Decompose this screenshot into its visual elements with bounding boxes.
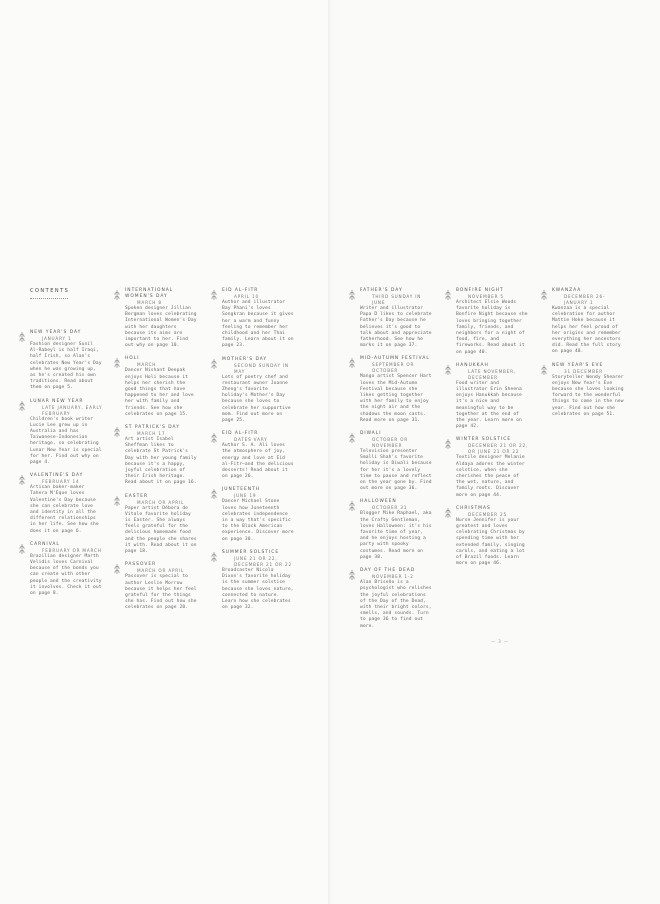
holiday-date: LATE JANUARY, EARLY FEBRUARY	[42, 404, 103, 416]
contents-divider	[30, 298, 68, 299]
holiday-description: Nurse Jennifer is your greatest and loves celebrating Christmas by spending time with her extended family, singing carols, and eating a lot of Brazil foods. Learn more on page 46.	[456, 517, 525, 567]
holiday-date: JUNE 19	[234, 493, 257, 499]
contents-entry	[125, 425, 199, 487]
leaf-ornament-icon	[19, 332, 25, 342]
holiday-description: Brazilian designer Marth Velidis loves Carnival because of the bonds you can create with other people and the creativity it involves. Check it out on page 8.	[30, 553, 102, 597]
holiday-description: Art artist Isabel Sheffman likes to celebrate St Patrick's Day with her young family because it's a happy, joyful celebration of their Irish heritage. Read about it on page 16.	[125, 437, 197, 486]
holiday-name: BONFIRE NIGHT	[456, 288, 504, 293]
contents-column-3	[222, 288, 296, 618]
holiday-name: DAY OF THE DEAD	[360, 568, 416, 574]
holiday-name: EASTER	[125, 493, 149, 499]
contents-column-4	[360, 288, 434, 637]
holiday-date: OCTOBER OR NOVEMBER	[372, 437, 409, 449]
contents-column-6	[552, 288, 626, 425]
holiday-date: MARCH OR APRIL	[137, 568, 185, 574]
holiday-date: JUNE 21 OR 22, DECEMBER 21 OR 22	[234, 555, 292, 567]
holiday-name: JUNETEENTH	[222, 487, 261, 493]
holiday-date: LATE NOVEMBER, DECEMBER	[468, 368, 516, 380]
contents-entry	[552, 363, 626, 418]
leaf-ornament-icon	[19, 475, 25, 485]
holiday-name: WINTER SOLSTICE	[456, 437, 512, 443]
holiday-description: Writer and illustrator Papa D likes to celebrate Father's Day because he believes it's good to talk about and appreciate fatherhood. See how he marks it on page 37.	[360, 306, 432, 349]
holiday-description: Artisan baker-maker Tahera M'Eque loves Valentine's Day because she can celebrate love and identity in all the different relationships in her life. See how she does it on page 6.	[30, 485, 99, 534]
holiday-name: HOLI	[125, 356, 140, 362]
contents-entry	[456, 437, 530, 498]
leaf-ornament-icon	[211, 290, 217, 300]
holiday-date: DECEMBER 26-JANUARY 1	[564, 294, 606, 305]
holiday-name: ST PATRICK'S DAY	[125, 425, 180, 431]
contents-entry	[552, 288, 626, 356]
leaf-ornament-icon	[541, 365, 547, 375]
contents-entry	[456, 363, 530, 431]
contents-heading: CONTENTS	[30, 288, 70, 294]
leaf-ornament-icon	[114, 358, 120, 368]
holiday-description: Kwanzaa is a special celebration for author Mattie Hoke because it helps her feel proud of her origins and remember everything her ancestors did. Read the full story on page 48.	[552, 306, 621, 355]
holiday-name: FATHER'S DAY	[360, 288, 403, 293]
holiday-name: CARNIVAL	[30, 541, 60, 547]
holiday-description: Spoken designer Jillian Bergman loves celebrating International Women's Day with her daughters because its aims are important to her. Find out why on page 10.	[125, 306, 197, 349]
holiday-date: OCTOBER 31	[372, 505, 408, 511]
contents-column-1	[30, 330, 104, 604]
holiday-description: Dancer Nishant Deepak enjoys Holi because it helps her cherish the good things that have happened to her and love her with family and friends. See how she celebrates on page 15.	[125, 368, 194, 417]
holiday-date: DATES VARY	[234, 437, 268, 443]
holiday-description: Broadcaster Nicola Dixon's favorite holiday is the summer solstice because she loves nature, connected to nature. Learn how she celebrates on page 32.	[222, 567, 294, 611]
contents-entry	[360, 288, 434, 349]
holiday-name: SUMMER SOLSTICE	[222, 549, 280, 555]
holiday-date: NOVEMBER 5	[468, 294, 504, 299]
holiday-description: Lots of poetry chef and restaurant owner Joanne Zheng's favorite holiday's Mother's Day because she loves to celebrate her supportive mom. Find out more on page 25.	[222, 374, 291, 424]
holiday-date: THIRD SUNDAY IN JUNE	[372, 294, 422, 305]
contents-entry	[360, 431, 434, 492]
leaf-ornament-icon	[445, 508, 451, 518]
leaf-ornament-icon	[211, 552, 217, 562]
contents-entry	[456, 506, 530, 568]
holiday-description: Mango artist Spencer Hart loves the Mid-Autumn Festival because she likes getting together with her family to enjoy the night air and the shadows the moon casts. Read more on page 31.	[360, 374, 432, 423]
holiday-name: EID AL-FITR	[222, 431, 259, 437]
holiday-date: MARCH 17	[137, 431, 166, 437]
holiday-description: Alan Briseño is a psychologist who relishes the joyful celebrations of the Day of the Dead, with their bright colors, smells, and sounds. Turn to page 36 to find out more.	[360, 580, 432, 629]
holiday-description: Architect Elsie Woods favorite holiday is Bonfire Night because she loves bringing together family, friends, and neighbors for a night of food, fire, and fireworks. Read about it on page 40.	[456, 300, 528, 355]
leaf-ornament-icon	[114, 496, 120, 506]
page-number: — 3 —	[491, 639, 510, 644]
holiday-description: Author and illustrator Bay Phani's loves Songkran because it gives her a warm and funny feeling to remember her childhood and her Thai family. Learn about it on page 23.	[222, 300, 294, 349]
holiday-date: MARCH 8	[137, 300, 162, 305]
holiday-name: VALENTINE'S DAY	[30, 473, 84, 479]
holiday-date: SECOND SUNDAY IN MAY	[234, 362, 289, 374]
leaf-ornament-icon	[349, 570, 355, 580]
holiday-description: Dancer Michael Stone loves how Juneteenth celebrates independence in a way that's specific to the Black American experience. Discover more on page 30.	[222, 499, 294, 542]
holiday-name: NEW YEAR'S DAY	[30, 330, 82, 335]
contents-entry	[30, 542, 104, 597]
holiday-date: FEBRUARY OR MARCH	[42, 547, 102, 553]
holiday-name: NEW YEAR'S EVE	[552, 362, 604, 368]
leaf-ornament-icon	[445, 439, 451, 449]
holiday-name: EID AL-FITR	[222, 288, 259, 293]
holiday-name: MID-AUTUMN FESTIVAL	[360, 356, 430, 362]
leaf-ornament-icon	[445, 365, 451, 375]
contents-entry	[360, 499, 434, 561]
leaf-ornament-icon	[211, 359, 217, 369]
contents-entry	[360, 356, 434, 424]
holiday-date: FEBRUARY 14	[42, 479, 80, 485]
leaf-ornament-icon	[211, 433, 217, 443]
leaf-ornament-icon	[349, 290, 355, 300]
contents-entry	[456, 288, 530, 356]
contents-entry	[222, 357, 296, 425]
holiday-description: Children's book writer Lucie Lee grew up in Australia and has Taiwanese-Indonesian heritage, so celebrating Lunar New Year is special for her. Find out why on page 4.	[30, 416, 102, 466]
contents-entry	[125, 288, 199, 349]
contents-entry	[30, 473, 104, 535]
holiday-description: Food writer and illustrator Erin Sheena enjoys Hanukkah because it's a nice and meaningful way to be together at the end of the year. Learn more on page 42.	[456, 380, 522, 430]
contents-entry	[222, 550, 296, 611]
holiday-name: LUNAR NEW YEAR	[30, 398, 84, 404]
holiday-name: CHRISTMAS	[456, 505, 491, 511]
leaf-ornament-icon	[114, 290, 120, 300]
contents-column-5	[456, 288, 530, 575]
holiday-description: Textile designer Melanie Aldaya adores the winter solstice, when she cherishes the peace of the wet, nature, and family roots. Discover more on page 44.	[456, 455, 525, 498]
leaf-ornament-icon	[349, 433, 355, 443]
holiday-name: KWANZAA	[552, 288, 582, 293]
holiday-date: DECEMBER 25	[468, 511, 507, 517]
holiday-date: JANUARY 1	[42, 336, 72, 341]
holiday-description: Blogger Mike Raphael, aka the Crafty Gentleman, loves Halloween: it's his favorite time of year, and he enjoys hosting a party with spooky costumes. Read more on page 38.	[360, 511, 432, 560]
leaf-ornament-icon	[211, 489, 217, 499]
holiday-description: Storyteller Wendy Shearer enjoys New Year's Eve because she loves looking forward to the wonderful things to come in the new year. Find out how she celebrates on page 51.	[552, 374, 624, 417]
leaf-ornament-icon	[19, 544, 25, 554]
holiday-description: Paper artist Débora de Vitale favorite holiday is Easter. She always feels grateful for the delicious homemade food and the people she shares it with. Read about it on page 18.	[125, 505, 197, 555]
holiday-description: Television presenter Smalli Shah's favorite holiday is Diwali because for her it's a lovely time to pause and reflect on the year gone by. Find out more on page 36.	[360, 449, 432, 492]
leaf-ornament-icon	[114, 564, 120, 574]
leaf-ornament-icon	[114, 427, 120, 437]
contents-entry	[222, 288, 296, 350]
holiday-description: Fashion designer Sunil Al-Rabeyl is half Iraqi, half Irish, so Alan's celebrates New Year's Day when he was growing up, as he's created his own traditions. Read about them on page 5.	[30, 342, 102, 391]
holiday-name: INTERNATIONAL WOMEN'S DAY	[125, 288, 174, 299]
contents-entry	[125, 356, 199, 418]
holiday-name: PASSOVER	[125, 562, 157, 568]
contents-entry	[222, 487, 296, 542]
holiday-date: 31 DECEMBER	[564, 368, 603, 374]
contents-entry	[222, 431, 296, 480]
holiday-name: MOTHER'S DAY	[222, 356, 268, 362]
holiday-date: MARCH OR APRIL	[137, 499, 185, 505]
holiday-description: Author S. A. Ali loves the atmosphere of joy, energy and love at Eid al-Fitr—and the delicious desserts! Read about it on page 26.	[222, 443, 294, 480]
holiday-date: DECEMBER 21 OR 22, OR JUNE 21 OR 22	[468, 443, 529, 455]
contents-entry	[360, 568, 434, 630]
holiday-date: NOVEMBER 1-2	[372, 574, 414, 580]
holiday-description: Passover is special to author Leslie Morrow because it helps her feel grateful for the things she has. Find out how she celebrates on page 20.	[125, 574, 197, 611]
contents-column-2	[125, 288, 199, 619]
holiday-name: HANUKKAH	[456, 362, 489, 368]
contents-entry	[30, 330, 104, 392]
holiday-date: SEPTEMBER OR OCTOBER	[372, 362, 415, 374]
leaf-ornament-icon	[349, 501, 355, 511]
leaf-ornament-icon	[445, 290, 451, 300]
holiday-date: MARCH	[137, 362, 157, 368]
book-gutter	[328, 0, 332, 904]
contents-entry	[30, 399, 104, 467]
contents-entry	[125, 562, 199, 611]
contents-entry	[125, 494, 199, 556]
holiday-name: HALLOWEEN	[360, 499, 397, 505]
leaf-ornament-icon	[541, 290, 547, 300]
leaf-ornament-icon	[19, 401, 25, 411]
leaf-ornament-icon	[349, 358, 355, 368]
holiday-name: DIWALI	[360, 431, 382, 437]
holiday-date: APRIL 10	[234, 294, 259, 299]
